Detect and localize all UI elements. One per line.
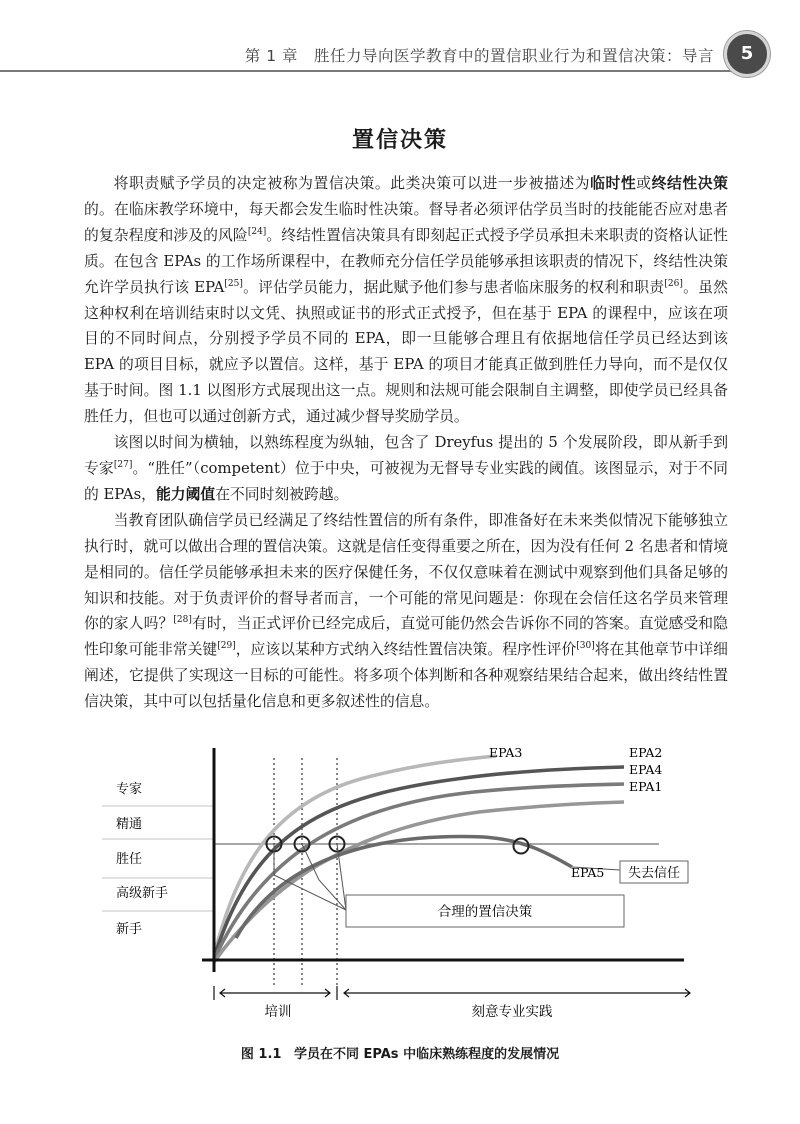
label-epa5: EPA5: [571, 865, 605, 880]
header-rule: [0, 70, 735, 72]
citation: [30]: [576, 641, 595, 652]
text-run: 的。在临床教学环境中，每天都会发生临时性决策。督导者必须评估学员当时的技能能否应对患者的复杂程度和涉及的风险: [84, 200, 728, 244]
citation: [24]: [247, 226, 267, 237]
paragraph-2: [84, 430, 728, 508]
section-title: 置信决策: [351, 128, 448, 153]
text-run: 。终结性置信决策具有即刻起正式授予学员承担未来职责的资格认证性质。在包含 EPAs 的工作场所课程中，在教师充分信任学员能够承担该职责的情况下，终结性决策允许学员执行该 EPA: [84, 226, 728, 296]
term-competence-threshold: 能力阈值: [155, 485, 216, 503]
running-head: 第 1 章 胜任力导向医学教育中的置信职业行为和置信决策：导言: [244, 47, 714, 65]
text-run: 该图以时间为横轴，以熟练程度为纵轴，包含了 Dreyfus 提出的 5 个发展阶段，即从新手到专家: [84, 434, 728, 477]
text-run: 将职责赋予学员的决定被称为置信决策。此类决策可以进一步被描述为: [113, 175, 591, 192]
level-label-proficient: 精通: [116, 817, 143, 832]
text-run: 。“胜任”（competent）位于中央，可被视为无督导专业实践的阈值。该图显示，对于不同的 EPAs，: [84, 459, 728, 503]
figure-1-1: [84, 740, 724, 1040]
curve-epa1: [214, 802, 624, 962]
citation: [27]: [113, 460, 133, 471]
caption-text: 学员在不同 EPAs 中临床熟练程度的发展情况: [294, 1047, 560, 1062]
curve-epa4: [214, 784, 624, 960]
timeline: [214, 986, 690, 1000]
text-run: 当教育团队确信学员已经满足了终结性置信的所有条件，即准备好在未来类似情况下能够独立执行时，就可以做出合理的置信决策。这就是信任变得重要之所在，因为没有任何 2 名患者和情境是相同的。信任学员能够承担未来的医疗保健任务，不仅仅意味着在测试中观察到他们具备足够的知识和技能。对于负责评价的督导者而言，一个可能的常见问题是：你现在会信任这名学员来管理你的家人吗？: [84, 511, 728, 633]
level-label-competent: 胜任: [116, 852, 143, 867]
text-run: 。虽然这种权利在培训结束时以文凭、执照或证书的形式正式授予，但在基于 EPA 的课程中，应该在项目的不同时间点，分别授予学员不同的 EPA，即一旦能够合理且有依据地信任学员已经达到该 EPA 的项目目标，就应予以置信。这样，基于 EPA 的项目才能真正做到胜任力导向，而不是仅仅基于时间。图 1.1 以图形方式展现出这一点。规则和法规可能会限制自主调整，即使学员已经具备胜任力，但也可以通过创新方式，通过减少督导奖励学员。: [84, 278, 728, 426]
x-label-training: 培训: [264, 1004, 292, 1020]
citation: [25]: [224, 278, 243, 289]
text-run: 或: [636, 175, 652, 192]
caption-number: 图 1.1: [240, 1047, 282, 1062]
citation: [26]: [664, 278, 683, 289]
citation: [28]: [173, 615, 192, 626]
label-epa2: EPA2: [629, 745, 663, 760]
text-run: 。评估学员能力，据此赋予他们参与患者临床服务的权利和职责: [242, 278, 665, 296]
text-run: ，应该以某种方式纳入终结性置信决策。程序性评价: [235, 641, 577, 659]
level-label-expert: 专家: [116, 782, 143, 797]
loss-callout-label: 失去信任: [627, 866, 681, 881]
page-header: [0, 30, 800, 78]
proficiency-diagram: [84, 740, 724, 1040]
paragraph-1: [84, 171, 728, 430]
text-run: 将在其他章节中详细阐述，它提供了实现这一目标的可能性。将多项个体判断和各种观察结果结合起来，做出终结性置信决策，其中可以包括量化信息和更多叙述性的信息。: [84, 641, 728, 711]
citation: [29]: [217, 641, 236, 652]
term-temporary: 临时性: [590, 175, 637, 192]
level-label-novice: 新手: [116, 922, 143, 937]
label-epa4: EPA4: [629, 762, 663, 777]
label-epa3: EPA3: [489, 745, 523, 760]
label-epa1: EPA1: [629, 779, 663, 794]
decision-callout-label: 合理的置信决策: [437, 904, 533, 920]
term-final-decision: 终结性决策: [651, 175, 728, 192]
paragraph-3: [84, 508, 728, 715]
level-label-advanced-beginner: 高级新手: [116, 886, 169, 901]
body-text: [84, 171, 728, 715]
text-run: 在不同时刻被跨越。: [215, 485, 349, 503]
text-run: 有时，当正式评价已经完成后，直觉可能仍然会告诉你不同的答案。直觉感受和隐性印象可能非常关键: [84, 615, 728, 659]
figure-caption: [0, 1043, 800, 1062]
x-label-practice: 刻意专业实践: [471, 1004, 553, 1020]
page-number-badge: 5: [724, 31, 770, 77]
